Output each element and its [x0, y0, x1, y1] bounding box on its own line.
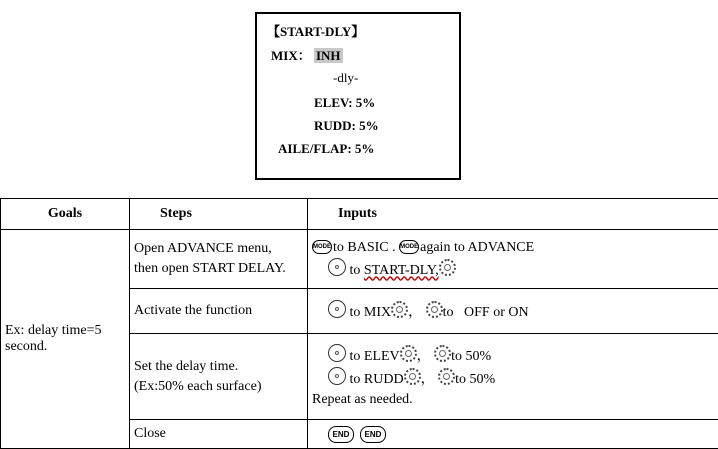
scroll-wheel-icon: [434, 345, 451, 362]
instruction-table: [0, 198, 718, 449]
aile-flap-delay: AILE/FLAP: 5%: [278, 141, 374, 157]
rudd-delay: RUDD: 5%: [314, 118, 379, 134]
input-cell: to MIX ， to OFF or ON: [308, 289, 718, 334]
dial-button-icon: [328, 344, 346, 362]
step-text-line1: Set the delay time.: [134, 357, 303, 377]
elev-delay: ELEV: 5%: [314, 95, 375, 111]
steps-header: Steps: [130, 199, 308, 230]
table-row: [1, 230, 718, 289]
end-button-icon: END: [360, 426, 386, 443]
scroll-wheel-icon: [400, 345, 417, 362]
goal-cell: [1, 230, 130, 449]
step-text-line2: (Ex:50% each surface): [134, 377, 303, 397]
input-cell: to ELEV ， to 50% to RUDD ， to 50% Repeat as needed.: [308, 334, 718, 420]
mix-label: MIX：: [271, 48, 311, 63]
step-cell: [130, 230, 308, 289]
dial-button-icon: [328, 300, 346, 318]
step-cell: [130, 289, 308, 334]
step-text: Close: [134, 426, 166, 441]
scroll-wheel-icon: [438, 368, 455, 385]
mode-button-icon: MODE: [399, 240, 419, 254]
step-text-line1: Open ADVANCE menu,: [134, 239, 303, 259]
goal-text: Ex: delay time=5 second.: [5, 323, 102, 354]
step-text: Activate the function: [134, 303, 252, 318]
input-cell: [308, 420, 718, 449]
scroll-wheel-icon: [391, 301, 408, 318]
screen-title: 【START-DLY】: [267, 21, 364, 40]
header-row: [1, 199, 718, 230]
inputs-header: Inputs: [308, 199, 718, 230]
dial-button-icon: [328, 367, 346, 385]
step-text-line2: then open START DELAY.: [134, 259, 303, 279]
mode-button-icon: MODE: [312, 240, 332, 254]
mix-value: INH: [314, 48, 343, 63]
step-cell: [130, 334, 308, 420]
lcd-screen: [255, 12, 461, 180]
scroll-wheel-icon: [426, 301, 443, 318]
step-cell: [130, 420, 308, 449]
scroll-wheel-icon: [439, 259, 456, 276]
dial-button-icon: [328, 258, 346, 276]
mix-row: [271, 45, 343, 64]
input-cell: MODE to BASIC . MODE again to ADVANCE to START-DLY,: [308, 230, 718, 289]
repeat-note: Repeat as needed.: [312, 390, 714, 410]
scroll-wheel-icon: [404, 368, 421, 385]
end-button-icon: END: [328, 426, 354, 443]
goals-header: Goals: [1, 199, 130, 230]
dly-label: -dly-: [333, 70, 358, 86]
